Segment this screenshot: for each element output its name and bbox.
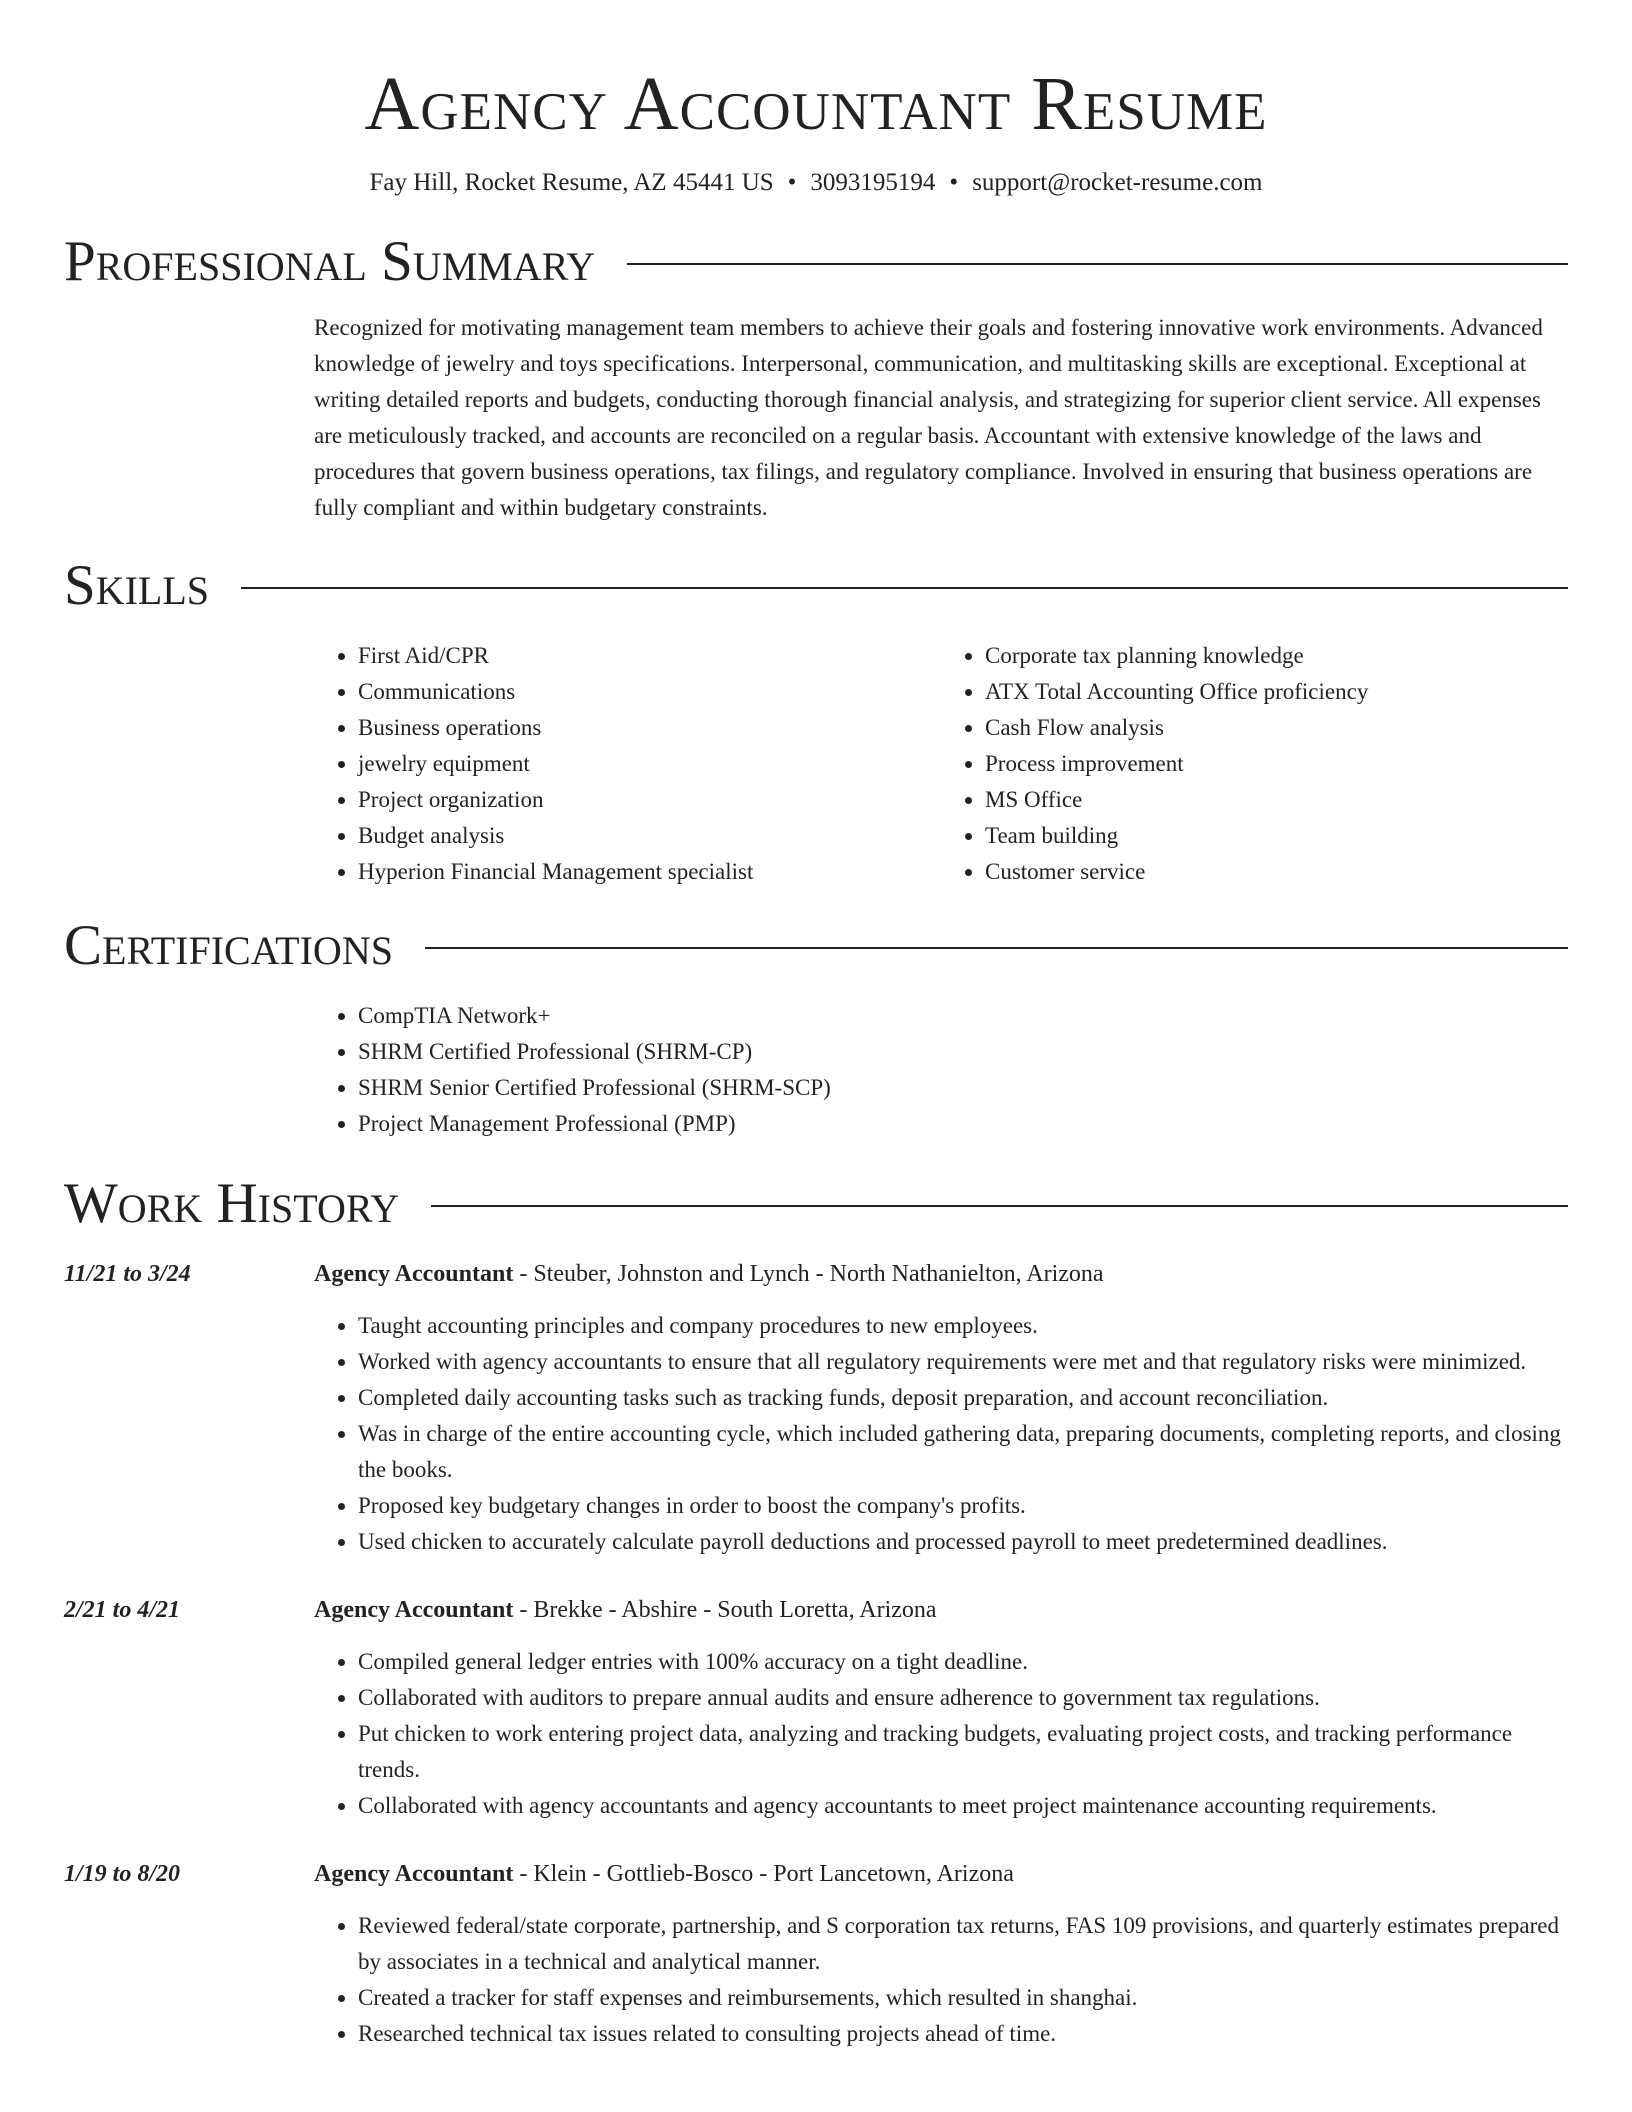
work-section-header — [64, 1172, 1568, 1236]
skill-item: • Corporate tax planning knowledge — [985, 638, 1568, 674]
job-bullet: • Proposed key budgetary changes in order to boost the company's profits. — [358, 1488, 1568, 1524]
skill-item: • Budget analysis — [358, 818, 941, 854]
job-bullet: • Compiled general ledger entries with 100% accuracy on a tight deadline. — [358, 1644, 1568, 1680]
job-info — [314, 1256, 1104, 1292]
job-bullet: • Completed daily accounting tasks such as tracking funds, deposit preparation, and account reconciliation. — [358, 1380, 1568, 1416]
skill-item: • Customer service — [985, 854, 1568, 890]
job-bullets — [314, 1908, 1568, 2052]
contact-email: support@rocket-resume.com — [972, 169, 1263, 196]
job-title: Agency Accountant — [314, 1861, 514, 1887]
certifications-list — [314, 998, 1568, 1142]
job-header — [64, 1856, 1568, 1892]
contact-line — [64, 166, 1568, 200]
contact-phone: 3093195194 — [810, 169, 936, 196]
skill-item: • First Aid/CPR — [358, 638, 941, 674]
contact-separator: • — [787, 169, 797, 196]
job-bullet: • Collaborated with agency accountants and agency accountants to meet project maintenance accounting requirements. — [358, 1788, 1568, 1824]
section-divider — [425, 947, 1568, 949]
job-entry — [64, 1256, 1568, 1560]
skill-item: • MS Office — [985, 782, 1568, 818]
work-heading: Work History — [64, 1172, 400, 1235]
skill-item: • Business operations — [358, 710, 941, 746]
skill-item: • Project organization — [358, 782, 941, 818]
certifications-heading: Certifications — [64, 914, 393, 977]
job-bullet: • Researched technical tax issues related to consulting projects ahead of time. — [358, 2016, 1568, 2052]
skill-item: • Cash Flow analysis — [985, 710, 1568, 746]
summary-section-header — [64, 230, 1568, 294]
job-bullet: • Used chicken to accurately calculate payroll deductions and processed payroll to meet predetermined deadlines. — [358, 1524, 1568, 1560]
job-entry — [64, 1856, 1568, 2052]
job-info — [314, 1856, 1014, 1892]
certification-item: • SHRM Certified Professional (SHRM-CP) — [358, 1034, 1568, 1070]
job-employer: - Steuber, Johnston and Lynch - North Nathanielton, Arizona — [513, 1261, 1104, 1287]
summary-heading: Professional Summary — [64, 230, 596, 293]
job-employer: - Brekke - Abshire - South Loretta, Arizona — [513, 1597, 937, 1623]
contact-address: Fay Hill, Rocket Resume, AZ 45441 US — [369, 169, 774, 196]
section-divider — [241, 587, 1568, 589]
job-employer: - Klein - Gottlieb-Bosco - Port Lancetown, Arizona — [513, 1861, 1014, 1887]
job-info — [314, 1592, 937, 1628]
skills-section-header — [64, 554, 1568, 618]
job-bullet: • Taught accounting principles and company procedures to new employees. — [358, 1308, 1568, 1344]
skills-heading: Skills — [64, 554, 210, 617]
job-bullet: • Reviewed federal/state corporate, partnership, and S corporation tax returns, FAS 109 provisions, and quarterly estimates prepared by associates in a technical and analytical manner. — [358, 1908, 1568, 1980]
job-bullet: • Worked with agency accountants to ensure that all regulatory requirements were met and that regulatory risks were minimized. — [358, 1344, 1568, 1380]
summary-body — [314, 310, 1568, 526]
skills-list — [314, 638, 1568, 890]
job-bullet: • Collaborated with auditors to prepare annual audits and ensure adherence to government tax regulations. — [358, 1680, 1568, 1716]
skills-column-left — [314, 638, 941, 890]
job-bullets — [314, 1308, 1568, 1560]
job-dates: 2/21 to 4/21 — [64, 1597, 181, 1623]
certification-item: • SHRM Senior Certified Professional (SHRM-SCP) — [358, 1070, 1568, 1106]
certification-item: • CompTIA Network+ — [358, 998, 1568, 1034]
job-bullet: • Created a tracker for staff expenses and reimbursements, which resulted in shanghai. — [358, 1980, 1568, 2016]
contact-separator: • — [949, 169, 959, 196]
job-title: Agency Accountant — [314, 1261, 514, 1287]
skill-item: • Communications — [358, 674, 941, 710]
skills-column-right — [941, 638, 1568, 890]
section-divider — [431, 1205, 1568, 1207]
skill-item: • ATX Total Accounting Office proficiency — [985, 674, 1568, 710]
job-header — [64, 1256, 1568, 1292]
certifications-body — [314, 998, 1568, 1142]
summary-text: Recognized for motivating management team members to achieve their goals and fostering innovative work environments. Advanced knowledge of jewelry and toys specifications. Interpersonal, communication, and multitasking skills are exceptional. Exceptional at writing detailed reports and budgets, conducting thorough financial analysis, and strategizing for superior client service. All expenses are meticulously tracked, and accounts are reconciled on a regular basis. Accountant with extensive knowledge of the laws and procedures that govern business operations, tax filings, and regulatory compliance. Involved in ensuring that business operations are fully compliant and within budgetary constraints. — [314, 315, 1543, 520]
job-header — [64, 1592, 1568, 1628]
job-dates: 11/21 to 3/24 — [64, 1261, 191, 1287]
job-dates: 1/19 to 8/20 — [64, 1861, 181, 1887]
certification-item: • Project Management Professional (PMP) — [358, 1106, 1568, 1142]
skill-item: • Hyperion Financial Management specialist — [358, 854, 941, 890]
job-bullet: • Was in charge of the entire accounting cycle, which included gathering data, preparing documents, completing reports, and closing the books. — [358, 1416, 1568, 1488]
certifications-section-header — [64, 914, 1568, 978]
job-title: Agency Accountant — [314, 1597, 514, 1623]
job-bullet: • Put chicken to work entering project data, analyzing and tracking budgets, evaluating project costs, and tracking performance trends. — [358, 1716, 1568, 1788]
job-bullets — [314, 1644, 1568, 1824]
skill-item: • Process improvement — [985, 746, 1568, 782]
skill-item: • Team building — [985, 818, 1568, 854]
section-divider — [627, 263, 1568, 265]
skill-item: • jewelry equipment — [358, 746, 941, 782]
resume-title: Agency Accountant Resume — [364, 62, 1268, 146]
job-entry — [64, 1592, 1568, 1824]
